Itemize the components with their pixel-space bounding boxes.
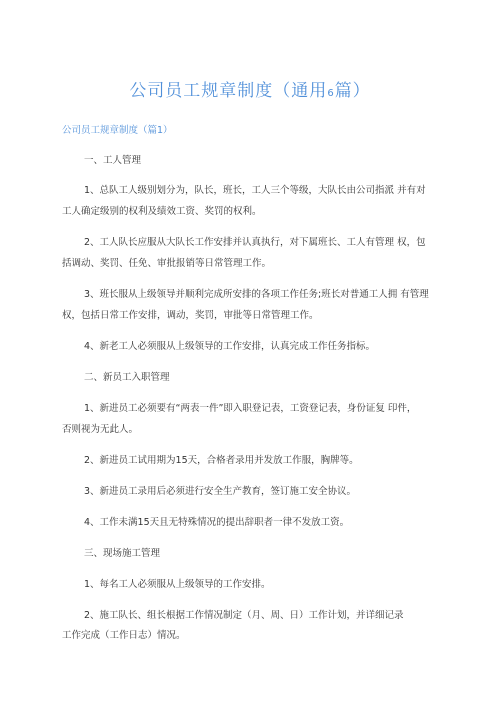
paragraph-line: 括调动、奖罚、任免、审批报销等日常管理工作。 [62,258,272,269]
paragraph-line: 4、新老工人必须服从上级领导的工作安排，认真完成工作任务指标。 [84,341,376,352]
paragraph-line: 1、每名工人必须服从上级领导的工作安排。 [84,579,271,590]
paragraph-line: 3、班长服从上级领导并顺利完成所安排的各项工作任务;班长对普通工人拥 有管理 [84,289,429,300]
heading-site-construction: 三、现场施工管理 [84,548,161,559]
title-number: 6 [327,88,335,99]
paragraph-line: 2、新进员工试用期为15天，合格者录用并发放工作服，胸牌等。 [84,455,359,466]
title-end: 篇） [334,81,371,101]
paragraph-line: 否则视为无此人。 [62,424,139,435]
paragraph-line: 2、施工队长、组长根据工作情况制定（月、周、日）工作计划，并详细记录 [84,610,404,621]
paragraph-line: 工作完成（工作日志）情况。 [62,630,186,641]
section-heading: 公司员工规章制度（篇1） [62,125,173,136]
paragraph-line: 2、工人队长应服从大队长工作安排并认真执行，对下属班长、工人有管理 权，包 [84,237,426,248]
heading-worker-management: 一、工人管理 [84,155,142,166]
paragraph-line: 1、新进员工必须要有“两表一件”即入职登记表，工资登记表，身份证复 印件， [84,403,417,414]
paragraph-line: 1、总队工人级别划分为，队长，班长，工人三个等级，大队长由公司指派 并有对 [84,185,426,196]
paragraph-line: 权，包括日常工作安排，调动，奖罚，审批等日常管理工作。 [62,310,319,321]
title-main: 公司员工规章制度（通用 [129,81,328,101]
paragraph-line: 3、新进员工录用后必须进行安全生产教育，签订施工安全协议。 [84,486,357,497]
document-title [0,76,500,101]
paragraph-line: 工人确定级别的权利及绩效工资、奖罚的权利。 [62,206,262,217]
paragraph-line: 4、工作未满15天且无特殊情况的提出辞职者一律不发放工资。 [84,517,350,528]
heading-new-employee: 二、新员工入职管理 [84,372,170,383]
